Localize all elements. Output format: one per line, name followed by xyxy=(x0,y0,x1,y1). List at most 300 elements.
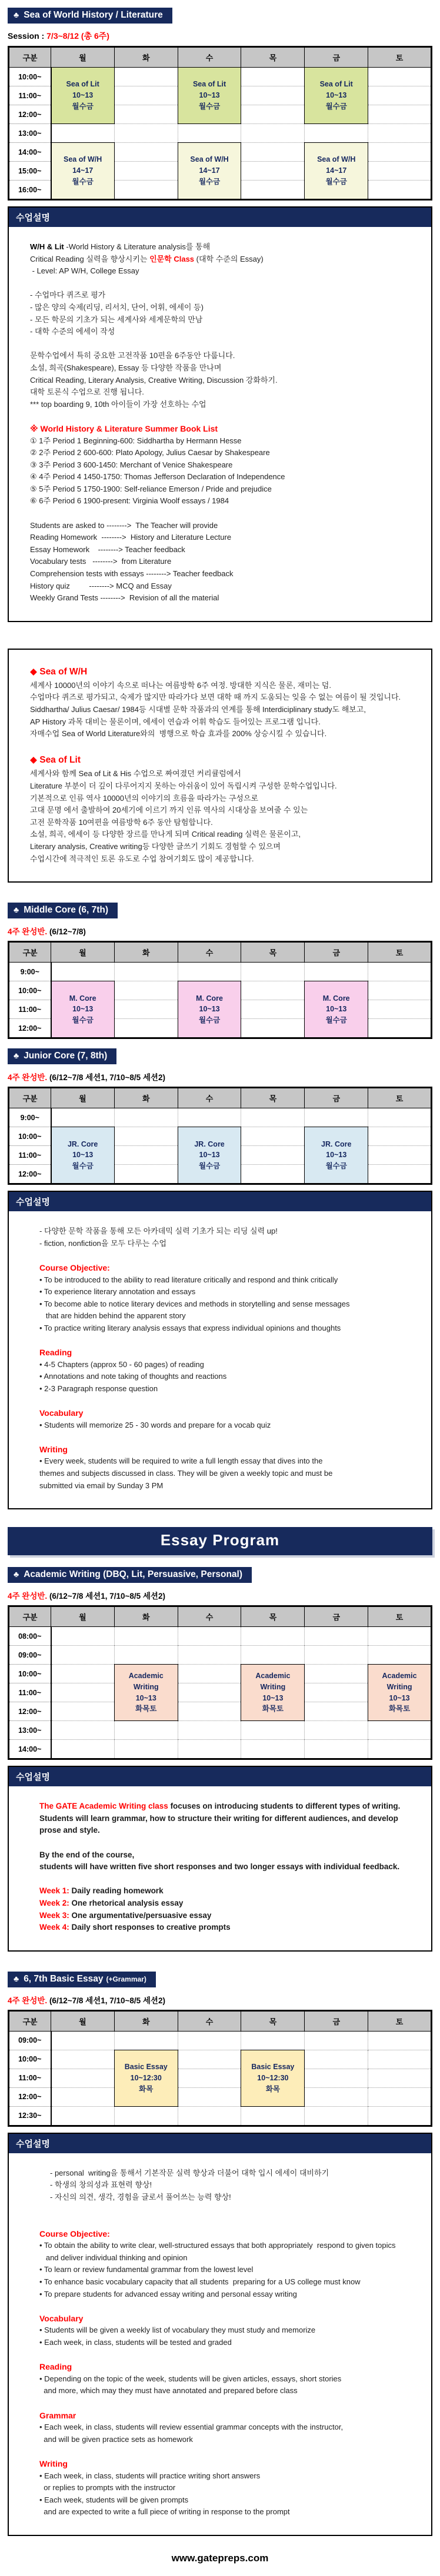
empty-slot xyxy=(241,963,305,981)
empty-slot xyxy=(114,1019,178,1038)
day-header: 금 xyxy=(305,942,368,963)
text-line xyxy=(39,1395,422,1407)
class-cell-middle-core xyxy=(178,981,241,1038)
text-line: 수업시간에 적극적인 토론 유도로 수업 참여기회도 많이 제공합니다. xyxy=(30,854,254,863)
empty-slot xyxy=(368,2069,432,2087)
text-line: Course Objective: xyxy=(39,1262,110,1272)
day-header: 수 xyxy=(178,942,241,963)
text-line: Grammar xyxy=(39,2410,76,2420)
class-cell-middle-core xyxy=(51,981,115,1038)
empty-slot xyxy=(305,1721,368,1740)
empty-slot xyxy=(368,1127,432,1146)
empty-slot xyxy=(368,2087,432,2106)
empty-slot xyxy=(368,1019,432,1038)
empty-slot xyxy=(114,1108,178,1127)
empty-slot xyxy=(114,162,178,181)
text-line: • To obtain the ability to write clear, well-structured essays that both appropriately respond to given topics xyxy=(39,2241,396,2250)
empty-slot xyxy=(241,1019,305,1038)
empty-slot xyxy=(114,963,178,981)
text-line: • Depending on the topic of the week, students will be given articles, essays, short stories xyxy=(39,2374,342,2383)
text-line: Comprehension tests with essays --------> Teacher feedback xyxy=(30,569,234,579)
day-header: 토 xyxy=(368,2010,432,2031)
day-header: 금 xyxy=(305,47,368,68)
class-name: Sea of W/H xyxy=(64,155,102,164)
session-subtitle xyxy=(8,925,432,937)
subtitle-red: 4주 완성반. xyxy=(8,1073,48,1082)
description-header: 수업설명 xyxy=(9,208,431,227)
class-name: M. Core xyxy=(322,994,350,1003)
club-icon: ♣ xyxy=(14,1051,19,1061)
day-header: 금 xyxy=(305,1606,368,1627)
text-line: 문학수업에서 특히 중요한 고전작품 10편을 6주동안 다룹니다. xyxy=(30,351,235,360)
class-name: Sea of W/H xyxy=(317,155,356,164)
text-line: Vocabulary xyxy=(39,1408,84,1418)
empty-slot xyxy=(178,1665,241,1683)
class-time: 10~12:30 xyxy=(257,2073,289,2082)
day-header: 월 xyxy=(51,1606,115,1627)
day-header: 월 xyxy=(51,47,115,68)
empty-slot xyxy=(51,1702,115,1721)
empty-slot xyxy=(178,2106,241,2126)
class-cell-sea-of-wh xyxy=(178,143,241,200)
day-header: 목 xyxy=(241,1606,305,1627)
day-header: 구분 xyxy=(9,942,51,963)
text-line: Week 2: One rhetorical analysis essay xyxy=(39,1898,184,1907)
empty-slot xyxy=(368,2031,432,2050)
text-line: Critical Reading 실력을 향상시키는 인문학 Class (대학 수준의 Essay) xyxy=(30,254,264,263)
empty-slot xyxy=(368,1108,432,1127)
empty-slot xyxy=(114,2106,178,2126)
text-line xyxy=(39,1837,422,1849)
class-cell-academic-writing xyxy=(114,1665,178,1721)
class-cell-sea-of-lit xyxy=(305,68,368,124)
empty-slot xyxy=(305,2069,368,2087)
text-line: • Each week, in class, students will review essential grammar concepts with the instructor, xyxy=(39,2423,344,2432)
time-label: 12:00~ xyxy=(9,1165,51,1184)
text-line xyxy=(30,507,422,520)
text-line: Week 4: Daily short responses to creative prompts xyxy=(39,1923,231,1932)
text-line: Students will learn grammar, how to structure their writing for different audiences, and develop xyxy=(39,1813,398,1823)
empty-slot xyxy=(305,1683,368,1702)
text-line: • Each week, in class, students will practice writing short answers xyxy=(39,2471,261,2480)
class-time: 10~13 xyxy=(326,91,347,100)
description-body xyxy=(9,650,431,881)
text-line xyxy=(39,1873,422,1886)
day-header: 구분 xyxy=(9,47,51,68)
text-line: ④ 4주 Period 4 1450-1750: Thomas Jefferson Declaration of Independence xyxy=(30,472,285,482)
text-line: Students are asked to --------> The Teacher will provide xyxy=(30,520,218,530)
section-header-junior-core xyxy=(8,1048,116,1064)
empty-slot xyxy=(368,1146,432,1165)
text-line: 대학 토론식 수업으로 진행 됩니다. xyxy=(30,387,144,397)
text-line: • Annotations and note taking of thoughts and reactions xyxy=(39,1372,227,1381)
class-cell-sea-of-lit xyxy=(51,68,115,124)
time-label: 14:00~ xyxy=(9,1740,51,1759)
empty-slot xyxy=(241,2106,305,2126)
description-box-wh-lit xyxy=(8,206,432,622)
empty-slot xyxy=(51,1683,115,1702)
text-line: Vocabulary xyxy=(39,2313,84,2323)
day-header: 수 xyxy=(178,47,241,68)
time-label: 10:00~ xyxy=(9,981,51,1000)
text-line: Writing xyxy=(39,2458,68,2468)
time-label: 11:00~ xyxy=(9,86,51,105)
text-line: Essay Homework --------> Teacher feedback xyxy=(30,544,185,554)
class-days: 월수금 xyxy=(198,1016,221,1024)
empty-slot xyxy=(178,124,241,143)
text-line: Siddhartha/ Julius Caesar/ 1984등 시대별 문학 작품과의 연계를 통해 Interdiciplinary study도 해보고, xyxy=(30,705,366,714)
time-label: 11:00~ xyxy=(9,2069,51,2087)
class-days: 화목 xyxy=(139,2084,154,2093)
empty-slot xyxy=(51,2106,115,2126)
text-line xyxy=(30,740,422,753)
empty-slot xyxy=(305,1665,368,1683)
text-line xyxy=(39,1249,422,1262)
empty-slot xyxy=(241,1000,305,1019)
time-label: 12:00~ xyxy=(9,2087,51,2106)
text-line: Vocabulary tests --------> from Literature xyxy=(30,557,172,566)
empty-slot xyxy=(114,981,178,1000)
day-header: 구분 xyxy=(9,2010,51,2031)
time-label: 10:00~ xyxy=(9,1665,51,1683)
day-header: 화 xyxy=(114,47,178,68)
timetable-academic-writing xyxy=(8,1605,432,1760)
text-line xyxy=(30,278,422,290)
text-line: • Students will memorize 25 - 30 words and prepare for a vocab quiz xyxy=(39,1420,271,1429)
text-line: 수업마다 퀴즈로 평가되고, 숙제가 많지만 따라가다 보면 대학 때 까지 도움되는 잊을 수 없는 여름이 될 것입니다. xyxy=(30,693,401,702)
timetable-junior-core xyxy=(8,1087,432,1185)
empty-slot xyxy=(114,1627,178,1646)
empty-slot xyxy=(241,1646,305,1665)
time-label: 13:00~ xyxy=(9,124,51,143)
day-header: 수 xyxy=(178,2010,241,2031)
empty-slot xyxy=(178,1108,241,1127)
essay-program-banner: Essay Program xyxy=(8,1527,432,1555)
session-info xyxy=(8,30,432,42)
day-header: 금 xyxy=(305,2010,368,2031)
day-header: 월 xyxy=(51,1088,115,1108)
description-body xyxy=(9,2153,431,2535)
class-days: 월수금 xyxy=(72,1016,94,1024)
empty-slot xyxy=(305,2050,368,2069)
text-line: Literature 부분이 더 깊이 다루어지지 못하는 아쉬움이 있어 독립시켜 구성한 문학수업입니다. xyxy=(30,781,337,790)
empty-slot xyxy=(368,162,432,181)
class-cell-sea-of-wh xyxy=(51,143,115,200)
day-header: 구분 xyxy=(9,1606,51,1627)
section-header-academic-writing xyxy=(8,1567,252,1583)
text-line: Critical Reading, Literary Analysis, Creative Writing, Discussion 강화하기. xyxy=(30,375,278,385)
class-name: Academic Writing xyxy=(128,1672,164,1691)
empty-slot xyxy=(241,1146,305,1165)
session-value: 7/3~8/12 (총 6주) xyxy=(46,31,109,41)
text-line: - personal writing을 통해서 기본작문 실력 향상과 더불어 대학 입시 에세이 대비하기 xyxy=(50,2168,329,2177)
day-header: 금 xyxy=(305,1088,368,1108)
text-line: and will be given practice sets as homework xyxy=(39,2434,193,2444)
day-header: 화 xyxy=(114,1606,178,1627)
empty-slot xyxy=(305,124,368,143)
text-line: submitted via email by Sunday 3 PM xyxy=(39,1481,164,1490)
empty-slot xyxy=(305,1627,368,1646)
text-line xyxy=(39,2397,422,2410)
class-name: Sea of W/H xyxy=(190,155,229,164)
timetable-middle-core xyxy=(8,941,432,1039)
text-line xyxy=(39,2349,422,2361)
text-line: or replies to prompts with the instructor xyxy=(39,2483,176,2493)
session-subtitle xyxy=(8,1994,432,2006)
day-header: 토 xyxy=(368,1606,432,1627)
description-header: 수업설명 xyxy=(9,1767,431,1786)
class-name: M. Core xyxy=(196,994,223,1003)
text-line: Week 3: One argumentative/persuasive essay xyxy=(39,1910,212,1920)
text-line: • To learn or review fundamental grammar from the lowest level xyxy=(39,2265,254,2274)
text-line: • 2-3 Paragraph response question xyxy=(39,1384,158,1393)
section-title: Middle Core (6, 7th) xyxy=(24,905,109,916)
class-days: 월수금 xyxy=(198,1162,221,1170)
class-name: Sea of Lit xyxy=(319,80,353,89)
time-label: 11:00~ xyxy=(9,1146,51,1165)
text-line: • Students will be given a weekly list of vocabulary they must study and memorize xyxy=(39,2326,316,2335)
text-line: 세계사와 함께 Sea of Lit & His 수업으로 짜여졌던 커리큘럼에서 xyxy=(30,769,241,779)
text-line: - 대학 수준의 에세이 작성 xyxy=(30,327,115,336)
text-line: Literary analysis, Creative writing등 다양한 글쓰기 기회도 경험할 수 있으며 xyxy=(30,841,281,851)
description-box-basic-essay xyxy=(8,2133,432,2536)
empty-slot xyxy=(114,181,178,200)
time-label: 09:00~ xyxy=(9,1646,51,1665)
day-header: 화 xyxy=(114,1088,178,1108)
text-line: W/H & Lit -World History & Literature analysis를 통해 xyxy=(30,242,211,251)
empty-slot xyxy=(241,124,305,143)
text-line: ※ World History & Literature Summer Book List xyxy=(30,423,218,433)
time-label: 11:00~ xyxy=(9,1683,51,1702)
club-icon: ♣ xyxy=(14,1569,19,1579)
text-line: - 많은 양의 숙제(리딩, 리서치, 단어, 어휘, 에세이 등) xyxy=(30,302,204,312)
description-body xyxy=(9,1786,431,1950)
empty-slot xyxy=(368,68,432,86)
time-label: 12:00~ xyxy=(9,105,51,124)
time-label: 11:00~ xyxy=(9,1000,51,1019)
text-line xyxy=(30,410,422,423)
empty-slot xyxy=(178,1702,241,1721)
empty-slot xyxy=(51,1627,115,1646)
empty-slot xyxy=(178,2069,241,2087)
empty-slot xyxy=(114,1721,178,1740)
description-body xyxy=(9,1211,431,1508)
text-line: 소설, 희곡, 에세이 등 다양한 장르를 만나게 되며 Critical reading 실력은 물론이고, xyxy=(30,830,301,839)
text-line: and deliver individual thinking and opinion xyxy=(39,2253,188,2262)
day-header: 구분 xyxy=(9,1088,51,1108)
subtitle-rest: (6/12~7/8) xyxy=(47,927,86,937)
time-label: 12:30~ xyxy=(9,2106,51,2126)
empty-slot xyxy=(178,1740,241,1759)
empty-slot xyxy=(368,1000,432,1019)
text-line xyxy=(39,2204,422,2216)
text-line: - 수업마다 퀴즈로 평가 xyxy=(30,290,106,300)
text-line: Course Objective: xyxy=(39,2228,110,2238)
class-days: 월수금 xyxy=(72,102,94,111)
time-label: 14:00~ xyxy=(9,143,51,162)
day-header: 목 xyxy=(241,47,305,68)
class-days: 월수금 xyxy=(325,177,347,186)
empty-slot xyxy=(241,1165,305,1184)
time-label: 16:00~ xyxy=(9,181,51,200)
description-header: 수업설명 xyxy=(9,1192,431,1211)
class-time: 10~12:30 xyxy=(130,2073,162,2082)
empty-slot xyxy=(114,1165,178,1184)
class-days: 월수금 xyxy=(198,102,221,111)
text-line: and more, which may they must have annotated and prepared before class xyxy=(39,2386,298,2395)
text-line xyxy=(39,1334,422,1347)
empty-slot xyxy=(368,981,432,1000)
class-days: 화목 xyxy=(265,2084,280,2093)
empty-slot xyxy=(241,981,305,1000)
empty-slot xyxy=(114,105,178,124)
time-label: 12:00~ xyxy=(9,1702,51,1721)
time-label: 12:00~ xyxy=(9,1019,51,1038)
class-cell-middle-core xyxy=(305,981,368,1038)
section-title: 6, 7th Basic Essay xyxy=(24,1973,104,1984)
class-days: 월수금 xyxy=(72,1162,94,1170)
day-header: 목 xyxy=(241,2010,305,2031)
empty-slot xyxy=(368,143,432,162)
text-line: The GATE Academic Writing class focuses on introducing students to different types of writing. xyxy=(39,1802,401,1811)
empty-slot xyxy=(114,68,178,86)
empty-slot xyxy=(51,124,115,143)
empty-slot xyxy=(241,86,305,105)
text-line xyxy=(39,2445,422,2458)
empty-slot xyxy=(51,1646,115,1665)
empty-slot xyxy=(178,963,241,981)
club-icon: ♣ xyxy=(14,905,19,915)
empty-slot xyxy=(51,1108,115,1127)
empty-slot xyxy=(368,124,432,143)
empty-slot xyxy=(241,162,305,181)
empty-slot xyxy=(368,1627,432,1646)
empty-slot xyxy=(114,1127,178,1146)
text-line: - 다양한 문학 작품을 통해 모든 아카데믹 실력 기초가 되는 리딩 실력 up! xyxy=(39,1227,278,1236)
session-subtitle xyxy=(8,1071,432,1082)
session-subtitle xyxy=(8,1589,432,1601)
empty-slot xyxy=(114,124,178,143)
empty-slot xyxy=(241,2031,305,2050)
empty-slot xyxy=(114,2031,178,2050)
text-line: • Each week, in class, students will be tested and graded xyxy=(39,2338,232,2347)
class-days: 월수금 xyxy=(198,177,221,186)
text-line: Writing xyxy=(39,1444,68,1454)
section-header-middle-core xyxy=(8,903,118,918)
text-line: ⑤ 5주 Period 5 1750-1900: Self-reliance Emerson / Pride and prejudice xyxy=(30,484,272,493)
class-days: 화목토 xyxy=(388,1705,411,1713)
empty-slot xyxy=(241,1740,305,1759)
text-line: ◆ Sea of Lit xyxy=(30,755,81,766)
day-header: 화 xyxy=(114,942,178,963)
empty-slot xyxy=(305,1702,368,1721)
empty-slot xyxy=(368,181,432,200)
description-box-core xyxy=(8,1191,432,1509)
empty-slot xyxy=(241,1127,305,1146)
text-line: 고대 문명 에서 출발하여 20세기에 이르기 까지 인류 역사의 시대상을 보여줄 수 있는 xyxy=(30,806,308,815)
section-header-wh-lit xyxy=(8,8,172,24)
text-line: ② 2주 Period 2 600-600: Plato Apology, Julius Caesar by Shakespeare xyxy=(30,448,270,457)
section-header-basic-essay xyxy=(8,1972,156,1987)
club-icon: ♣ xyxy=(14,1973,19,1983)
class-name: Basic Essay xyxy=(251,2063,295,2072)
day-header: 토 xyxy=(368,47,432,68)
class-time: 14~17 xyxy=(199,166,220,175)
text-line: *** top boarding 9, 10th 아이들이 가장 선호하는 수업 xyxy=(30,399,206,409)
subtitle-red: 4주 완성반. xyxy=(8,927,48,937)
time-label: 10:00~ xyxy=(9,2050,51,2069)
club-icon: ♣ xyxy=(14,10,19,19)
class-name: JR. Core xyxy=(321,1140,352,1148)
text-line: Reading xyxy=(39,2362,72,2372)
empty-slot xyxy=(51,2069,115,2087)
footer-url: www.gatepreps.com xyxy=(171,2552,269,2564)
text-line xyxy=(39,2216,422,2228)
class-time: 14~17 xyxy=(72,166,94,175)
empty-slot xyxy=(51,2050,115,2069)
empty-slot xyxy=(51,2087,115,2106)
class-days: 월수금 xyxy=(325,1162,347,1170)
class-cell-sea-of-lit xyxy=(178,68,241,124)
text-line: • To practice writing literary analysis essays that express individual opinions and thoughts xyxy=(39,1323,341,1332)
empty-slot xyxy=(114,1740,178,1759)
text-line xyxy=(30,338,422,350)
class-cell-basic-essay xyxy=(241,2050,305,2106)
text-line xyxy=(39,1431,422,1444)
text-line: • Each week, students will be given prompts xyxy=(39,2495,189,2504)
text-line: prose and style. xyxy=(39,1826,100,1835)
subtitle-red: 4주 완성반. xyxy=(8,1996,48,2005)
class-name: JR. Core xyxy=(194,1140,225,1148)
day-header: 토 xyxy=(368,1088,432,1108)
description-box-sea-courses xyxy=(8,649,432,883)
empty-slot xyxy=(51,1721,115,1740)
empty-slot xyxy=(178,2050,241,2069)
empty-slot xyxy=(368,963,432,981)
day-header: 목 xyxy=(241,1088,305,1108)
class-time: 10~13 xyxy=(135,1693,156,1702)
empty-slot xyxy=(51,963,115,981)
time-label: 15:00~ xyxy=(9,162,51,181)
class-name: Sea of Lit xyxy=(192,80,226,89)
text-line: • To prepare students for advanced essay writing and personal essay writing xyxy=(39,2289,297,2298)
empty-slot xyxy=(368,86,432,105)
class-name: Academic Writing xyxy=(255,1672,291,1691)
class-cell-academic-writing xyxy=(241,1665,305,1721)
subtitle-rest: (6/12~7/8 세션1, 7/10~8/5 세션2) xyxy=(47,1073,165,1082)
timetable-wh-lit xyxy=(8,46,432,201)
empty-slot xyxy=(305,2031,368,2050)
text-line: 기본적으로 인류 역사 10000년의 이야기의 흐름을 따라가는 구성으로 xyxy=(30,793,258,803)
session-label: Session : xyxy=(8,31,47,41)
class-days: 화목토 xyxy=(262,1705,284,1713)
day-header: 수 xyxy=(178,1606,241,1627)
empty-slot xyxy=(51,2031,115,2050)
text-line: By the end of the course, xyxy=(39,1850,135,1859)
text-line: 고전 문학작품 10여편을 여름방학 6주 동안 탐험합니다. xyxy=(30,817,213,827)
empty-slot xyxy=(305,1108,368,1127)
text-line: • 4-5 Chapters (approx 50 - 60 pages) of reading xyxy=(39,1359,204,1369)
empty-slot xyxy=(368,1740,432,1759)
empty-slot xyxy=(51,1740,115,1759)
text-line: ③ 3주 Period 3 600-1450: Merchant of Venice Shakespeare xyxy=(30,460,233,469)
text-line: - 자신의 의견, 생각, 경험을 글로서 풀어쓰는 능력 향상! xyxy=(50,2192,231,2201)
section-title: Academic Writing (DBQ, Lit, Persuasive, Personal) xyxy=(24,1569,243,1580)
description-header: 수업설명 xyxy=(9,2134,431,2153)
empty-slot xyxy=(305,1740,368,1759)
time-label: 9:00~ xyxy=(9,1108,51,1127)
text-line: Reading xyxy=(39,1348,72,1358)
